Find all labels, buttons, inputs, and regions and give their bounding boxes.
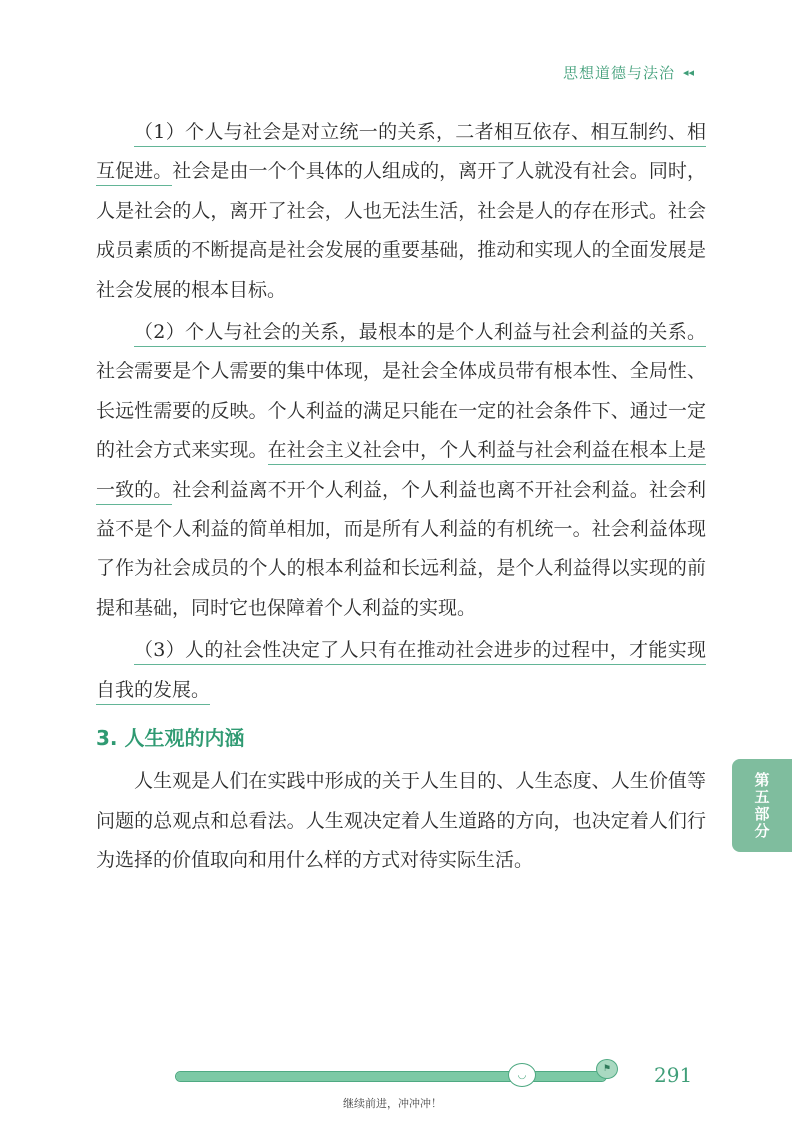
book-title: 思想道德与法治 [562, 64, 675, 82]
paragraph-3 [96, 631, 706, 710]
double-arrow-icon: ◂◂ [682, 66, 694, 79]
running-header [563, 62, 694, 83]
section-heading: 3. 人生观的内涵 [96, 726, 245, 751]
highlighted-text: （2）个人与社会的关系，最根本的是个人利益与社会利益的关系。 [134, 321, 706, 347]
page-number: 291 [654, 1063, 693, 1087]
mascot-icon: ◡ [508, 1063, 536, 1087]
body-text: 社会利益离不开个人利益，个人利益也离不开社会利益。社会利益不是个人利益的简单相加，而是所有人利益的有机统一。社会利益体现了作为社会成员的个人的根本利益和长远利益，是个人利益得以实现的前提和基础，同时它也保障着个人利益的实现。 [96, 478, 706, 619]
section-paragraph: 人生观是人们在实践中形成的关于人生目的、人生态度、人生价值等问题的总观点和总看法。人生观决定着人生道路的方向，也决定着人们行为选择的价值取向和用什么样的方式对待实际生活。 [96, 770, 706, 871]
page-body [96, 113, 706, 883]
reading-progress-bar [175, 1071, 607, 1082]
paragraph-1 [96, 113, 706, 310]
footer-motto: 继续前进，冲冲冲！ [343, 1097, 442, 1110]
progress-fill [176, 1072, 606, 1081]
highlighted-text: （1）个人与社会是对立统一的关系，二者相互依存、相互制约、相互促进。 [96, 121, 706, 186]
body-text: 社会需要是个人需要的集中体现，是社会全体成员带有根本性、全局性、长远性需要的反映。个人利益的满足只能在一定的社会条件下、通过一定的社会方式来实现。 [96, 360, 706, 462]
chapter-side-tab: 第五部分 [732, 759, 792, 852]
goal-flag-icon: ⚑ [596, 1059, 618, 1079]
highlighted-text: 在社会主义社会中，个人利益与社会利益在根本上是一致的。 [96, 439, 706, 504]
highlighted-text: （3）人的社会性决定了人只有在推动社会进步的过程中，才能实现自我的发展。 [96, 639, 706, 704]
body-text: 社会是由一个个具体的人组成的，离开了人就没有社会。同时，人是社会的人，离开了社会，人也无法生活，社会是人的存在形式。社会成员素质的不断提高是社会发展的重要基础，推动和实现人的全面发展是社会发展的根本目标。 [96, 160, 706, 301]
paragraph-2 [96, 313, 706, 628]
